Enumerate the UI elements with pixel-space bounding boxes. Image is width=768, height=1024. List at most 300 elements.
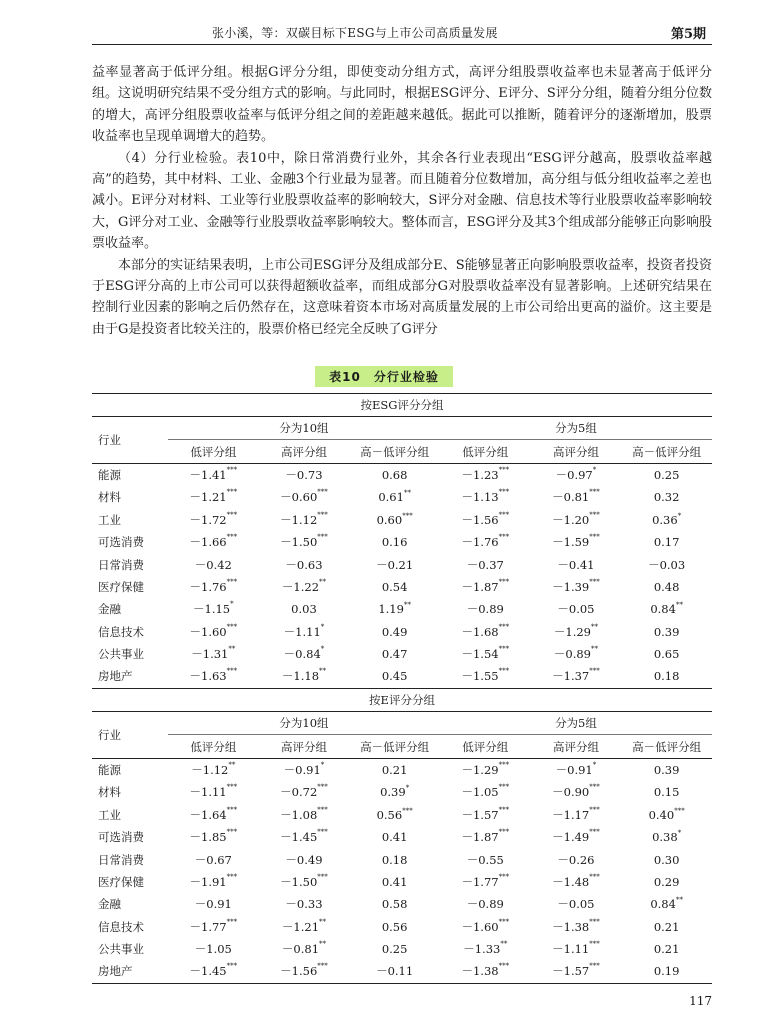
value-cell [259,826,350,848]
value: －0.55 [466,852,504,867]
significance-stars: ** [591,622,598,631]
value: －1.91 [189,874,227,889]
value-cell [440,960,531,983]
value-cell [168,621,259,643]
significance-stars: * [592,465,597,474]
value: －0.03 [648,557,686,572]
value: 0.68 [381,467,408,482]
value: －1.60 [189,624,227,639]
value-cell [621,531,712,553]
value-cell [621,509,712,531]
significance-stars: *** [589,828,600,837]
value-cell [621,781,712,803]
value-cell [531,621,622,643]
value: 0.39 [380,785,406,800]
table-row [92,576,712,598]
value: 0.45 [381,669,408,684]
value-cell [440,893,531,915]
value: －0.84 [283,647,321,662]
value: －1.31 [191,647,229,662]
value: －1.54 [461,647,499,662]
value-cell [168,960,259,983]
table-row [92,938,712,960]
significance-stars: *** [317,783,328,792]
industry-label: 信息技术 [98,919,144,934]
significance-stars: ** [228,760,236,769]
significance-stars: ** [591,645,598,654]
value-cell [349,598,440,620]
value: －0.91 [283,762,321,777]
value-cell [440,463,531,486]
significance-stars: *** [226,828,238,837]
value-cell [621,916,712,938]
running-title: 张小溪，等：双碳目标下ESG与上市公司高质量发展 [212,26,498,40]
table-caption-text: 表10 分行业检验 [315,366,453,387]
value: －1.59 [552,535,590,550]
value-cell [531,486,622,508]
value-cell [440,553,531,575]
value: －1.11 [552,942,590,957]
value: －1.57 [552,964,590,979]
significance-stars: ** [403,601,411,610]
value-cell [259,463,350,486]
value: －0.81 [552,490,590,505]
value: －1.50 [280,874,318,889]
column-header: 低评分组 [440,440,531,463]
value: －0.37 [466,557,504,572]
industry-label: 公共事业 [98,942,144,957]
value-cell [531,509,622,531]
value: 0.47 [381,647,408,662]
paragraph-3: 本部分的实证结果表明，上市公司ESG评分及组成部分E、S能够显著正向影响股票收益率，投资者投资于ESG评分高的上市公司可以获得超额收益率，而组成部分G对股票收益率没有显著影响。上述研究结果在控制行业因素的影响之后仍然存在，这意味着资本市场对高质量发展的上市公司给出更高的溢价。这主要是由于G是投资者比较关注的，股票价格已经完全反映了G评分 [92,257,712,337]
significance-stars: *** [498,488,510,497]
value-cell [621,463,712,486]
group-10-header: 分为10组 [168,417,440,440]
value-cell [259,758,350,781]
value-cell [621,960,712,983]
industry-label: 可选消费 [98,535,144,550]
value-cell [531,553,622,575]
table-row [92,509,712,531]
value-cell [259,643,350,665]
table-row [92,960,712,983]
value-cell [531,804,622,826]
value-cell [440,531,531,553]
value: －1.76 [461,535,499,550]
significance-stars: *** [317,488,328,497]
row-header: 行业 [92,712,168,759]
value: －1.05 [461,785,499,800]
significance-stars: *** [498,872,510,881]
value-cell [259,938,350,960]
value: －1.87 [461,830,499,845]
value-cell [349,916,440,938]
significance-stars: *** [402,806,413,815]
significance-stars: *** [589,940,600,949]
table-caption [0,366,768,387]
value-cell [168,758,259,781]
value-cell [531,938,622,960]
value: －1.12 [280,512,318,527]
value: －1.23 [461,467,499,482]
value: －0.91 [194,897,232,912]
value: －1.21 [281,919,320,934]
significance-stars: *** [498,465,510,474]
value-cell [440,781,531,803]
value: －1.08 [280,807,318,822]
value: －1.45 [189,964,227,979]
value: 0.48 [653,579,680,594]
significance-stars: *** [226,577,238,586]
value: 0.41 [381,874,408,889]
value: －1.11 [283,624,321,639]
table-row [92,598,712,620]
significance-stars: *** [498,645,510,654]
significance-stars: ** [403,489,411,498]
value-cell [440,665,531,688]
significance-stars: *** [317,510,328,519]
value-cell [168,643,259,665]
value-cell [621,758,712,781]
value: －0.97 [555,467,593,482]
value-cell [349,463,440,486]
significance-stars: ** [319,577,327,586]
significance-stars: *** [498,917,510,926]
significance-stars: * [320,622,325,631]
value-cell [168,665,259,688]
significance-stars: *** [226,805,238,814]
value: －0.05 [557,602,595,617]
value: －1.57 [461,807,499,822]
value-cell [531,893,622,915]
value: －0.91 [555,762,593,777]
value-cell [259,486,350,508]
table-row [92,531,712,553]
significance-stars: *** [589,805,600,814]
column-header: 高评分组 [531,440,622,463]
value: －0.26 [557,852,595,867]
value: －1.56 [461,512,499,527]
value-cell [259,553,350,575]
significance-stars: ** [319,940,327,949]
significance-stars: *** [317,872,328,881]
value: －1.77 [461,874,499,889]
value-cell [440,938,531,960]
value-cell [168,893,259,915]
value-cell [531,576,622,598]
significance-stars: *** [589,783,600,792]
value: －0.63 [285,557,323,572]
table-row [92,804,712,826]
value-cell [259,781,350,803]
significance-stars: ** [500,940,508,949]
table-row [92,643,712,665]
value-cell [440,916,531,938]
significance-stars: *** [589,667,600,676]
significance-stars: *** [226,783,238,792]
value: －0.73 [285,467,323,482]
value: 0.17 [653,535,680,550]
value-cell [440,826,531,848]
value-cell [349,665,440,688]
value-cell [621,848,712,870]
industry-label: 材料 [98,785,121,800]
significance-stars: *** [226,962,238,971]
value: 0.03 [291,602,317,617]
value-cell [349,893,440,915]
value: 1.19 [378,602,404,617]
value-cell [168,826,259,848]
value-cell [168,509,259,531]
significance-stars: *** [498,577,510,586]
value-cell [168,781,259,803]
value: －1.29 [461,762,499,777]
significance-stars: * [677,511,682,520]
paragraph-2: （4）分行业检验。表10中，除日常消费行业外，其余各行业表现出“ESG评分越高，股票收益率越高”的趋势，其中材料、工业、金融3个行业最为显著。而且随着分位数增加，高分组与低分组收益率之差也减小。E评分对材料、工业等行业股票收益率的影响较大，S评分对金融、信息技术等行业股票收益率影响较大，G评分对工业、金融等行业股票收益率影响较大。整体而言，ESG评分及其3个组成部分能够正向影响股票收益率。 [92,150,712,252]
industry-label: 工业 [98,807,121,822]
significance-stars: *** [589,872,600,881]
value: 0.21 [653,942,680,957]
value-cell [349,804,440,826]
value-cell [259,598,350,620]
significance-stars: *** [498,622,510,631]
value-cell [349,938,440,960]
value: －1.72 [189,512,227,527]
value-cell [621,643,712,665]
value: －0.21 [376,557,414,572]
value-cell [440,509,531,531]
value: －0.49 [285,852,323,867]
value: －1.48 [552,874,590,889]
column-header: 高－低评分组 [349,735,440,758]
significance-stars: *** [589,577,600,586]
value-cell [349,486,440,508]
value-cell [349,576,440,598]
value: －0.67 [194,852,232,867]
significance-stars: ** [319,917,327,926]
column-header: 低评分组 [168,735,259,758]
industry-label: 材料 [98,490,121,505]
value: 0.38 [652,830,678,845]
industry-label: 日常消费 [98,852,144,867]
significance-stars: *** [498,760,510,769]
value-cell [621,486,712,508]
value: 0.21 [381,762,408,777]
industry-label: 日常消费 [98,557,144,572]
significance-stars: * [320,645,325,654]
value: 0.41 [381,830,408,845]
value-cell [168,848,259,870]
page-number: 117 [689,994,712,1008]
value-cell [259,893,350,915]
value: －1.18 [281,669,320,684]
value-cell [531,781,622,803]
value-cell [531,848,622,870]
value: －0.42 [194,557,232,572]
value-cell [440,576,531,598]
value-cell [531,665,622,688]
significance-stars: ** [228,645,236,654]
value: －1.33 [463,942,501,957]
table-e-section [92,688,712,984]
value: －1.21 [189,490,227,505]
significance-stars: *** [589,962,600,971]
significance-stars: ** [675,896,683,905]
value: －0.89 [466,897,504,912]
significance-stars: *** [674,806,685,815]
group-5-header: 分为5组 [440,417,712,440]
value-cell [349,758,440,781]
table-row [92,758,712,781]
significance-stars: *** [226,488,238,497]
industry-label: 公共事业 [98,647,144,662]
column-header: 高－低评分组 [621,735,712,758]
significance-stars: * [320,760,325,769]
significance-stars: *** [226,533,238,542]
table-row [92,486,712,508]
significance-stars: *** [226,510,238,519]
value: 0.84 [650,602,676,617]
paragraph-1: 益率显著高于低评分组。根据G评分分组，即使变动分组方式，高评分组股票收益率也未显著高于低评分组。这说明研究结果不受分组方式的影响。与此同时，根据ESG评分、E评分、S评分分组，随着分组分位数的增大，高评分组股票收益率与低评分组之间的差距越来越低。据此可以推断，随着评分的逐渐增加，股票收益率也呈现单调增大的趋势。 [92,65,712,145]
section-title: 按ESG评分分组 [92,394,712,417]
value: 0.58 [381,897,408,912]
value-cell [168,938,259,960]
value-cell [349,826,440,848]
value: 0.61 [378,490,404,505]
significance-stars: ** [319,667,327,676]
value-cell [349,509,440,531]
table-row [92,848,712,870]
value: 0.54 [381,579,408,594]
industry-label: 金融 [98,897,121,912]
value: 0.18 [381,852,408,867]
value: 0.56 [376,807,403,822]
section-title: 按E评分分组 [92,689,712,712]
column-header: 低评分组 [168,440,259,463]
value: －1.38 [552,919,590,934]
row-header: 行业 [92,417,168,464]
column-header: 高评分组 [531,735,622,758]
significance-stars: *** [317,962,328,971]
group-10-header: 分为10组 [168,712,440,735]
value: －0.90 [552,785,590,800]
value: －0.41 [557,557,595,572]
value-cell [440,848,531,870]
industry-label: 工业 [98,512,121,527]
value: 0.25 [653,467,680,482]
value-cell [259,665,350,688]
value-cell [531,960,622,983]
value: －1.87 [461,579,499,594]
value: －1.68 [461,624,499,639]
value: －1.77 [189,919,227,934]
value: 0.39 [653,762,680,777]
industry-label: 能源 [98,467,121,482]
value-cell [259,621,350,643]
value: －0.05 [557,897,595,912]
industry-label: 房地产 [92,960,168,983]
industry-label: 信息技术 [98,624,144,639]
column-header: 高评分组 [259,735,350,758]
value: －1.45 [280,830,318,845]
significance-stars: *** [317,533,328,542]
value: －1.11 [189,785,227,800]
value: －1.20 [552,512,590,527]
value-cell [440,486,531,508]
value-cell [168,553,259,575]
value: －1.15 [193,602,231,617]
value: －1.64 [189,807,227,822]
value-cell [531,758,622,781]
value: 0.40 [648,807,675,822]
significance-stars: *** [498,828,510,837]
significance-stars: *** [226,622,238,631]
value-cell [349,960,440,983]
value: 0.49 [381,624,408,639]
value-cell [168,804,259,826]
significance-stars: *** [226,465,238,474]
value: －0.33 [285,897,323,912]
value-cell [621,871,712,893]
value-cell [531,531,622,553]
value-cell [259,871,350,893]
significance-stars: *** [226,917,238,926]
value: －1.05 [194,942,232,957]
value-cell [259,576,350,598]
value: 0.15 [653,785,680,800]
value-cell [259,960,350,983]
value-cell [531,916,622,938]
group-5-header: 分为5组 [440,712,712,735]
significance-stars: *** [226,872,238,881]
value-cell [621,665,712,688]
value-cell [349,848,440,870]
value-cell [440,804,531,826]
value-cell [349,781,440,803]
value-cell [621,826,712,848]
value: 0.60 [376,512,403,527]
value: －0.72 [280,785,318,800]
value-cell [440,621,531,643]
value-cell [349,621,440,643]
value-cell [349,643,440,665]
value: 0.21 [653,919,680,934]
value-cell [349,553,440,575]
value: －1.85 [189,830,227,845]
value: －1.17 [552,807,590,822]
value: －0.89 [466,602,504,617]
column-header: 高－低评分组 [349,440,440,463]
value: 0.19 [653,964,680,979]
significance-stars: *** [498,783,510,792]
value-cell [621,598,712,620]
significance-stars: *** [498,533,510,542]
table-row [92,916,712,938]
value-cell [531,826,622,848]
value: 0.29 [653,874,680,889]
significance-stars: *** [589,533,600,542]
table-row [92,553,712,575]
value-cell [349,871,440,893]
industry-label: 房地产 [92,665,168,688]
value-cell [259,509,350,531]
value: －1.39 [552,579,590,594]
value-cell [440,598,531,620]
industry-label: 医疗保健 [98,874,144,889]
value: 0.32 [653,490,680,505]
value-cell [168,871,259,893]
value: 0.25 [381,942,408,957]
